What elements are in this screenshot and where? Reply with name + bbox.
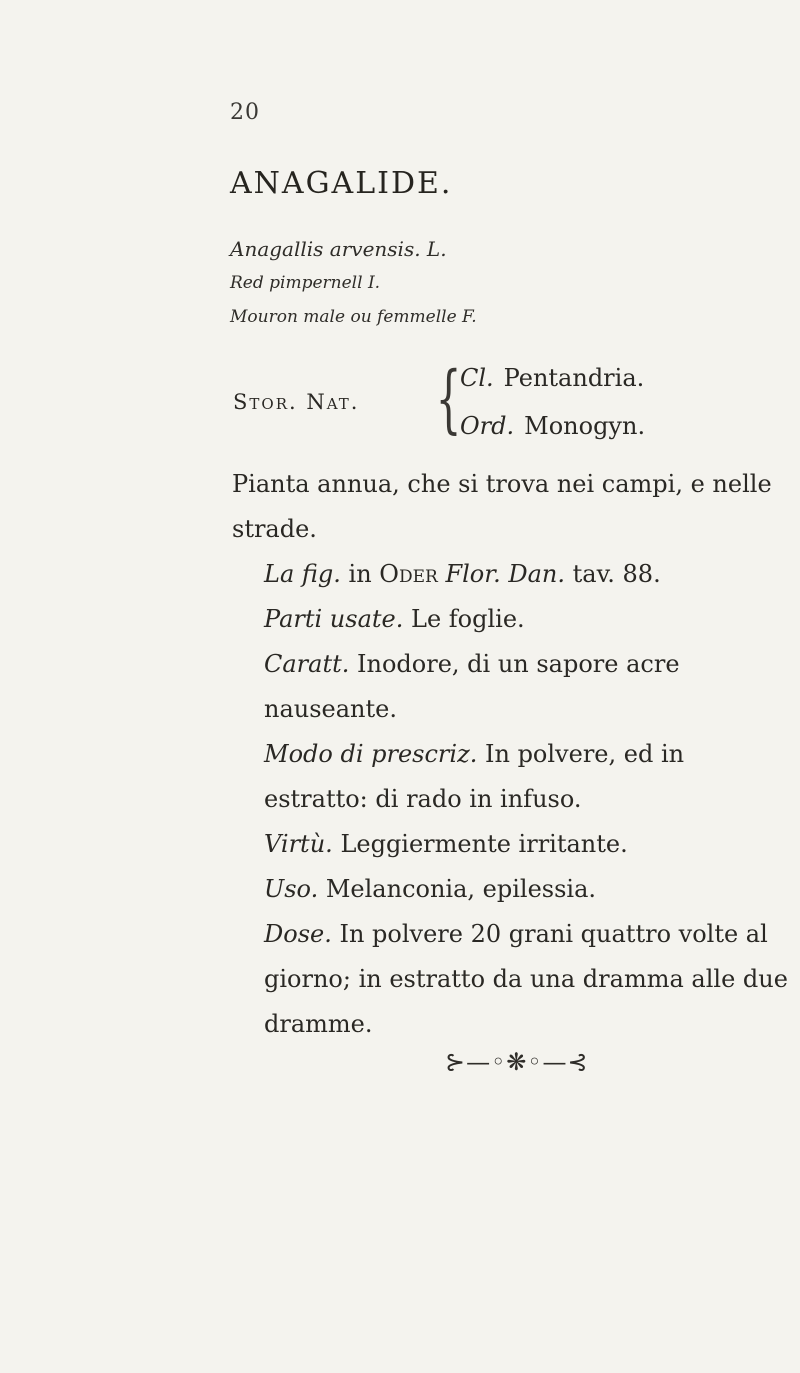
characters-text: Inodore, di un sapore acre nauseante. — [264, 650, 680, 723]
order-label: Ord. — [460, 412, 515, 440]
dose-paragraph — [232, 912, 792, 1047]
prescription-label: Modo di prescriz. — [264, 740, 478, 768]
natural-history-label: Stor. Nat. — [233, 390, 360, 414]
english-name: Red pimpernell I. — [230, 273, 381, 293]
figure-work: Flor. Dan. — [445, 560, 565, 588]
figure-author: Oder — [379, 560, 438, 588]
latin-name: Anagallis arvensis. L. — [230, 237, 447, 261]
figure-label: La fig. — [264, 560, 341, 588]
figure-reference: tav. 88. — [572, 560, 661, 588]
french-name: Mouron male ou femmelle F. — [230, 307, 477, 327]
virtue-text: Leggiermente irritante. — [340, 830, 628, 858]
description-paragraph: Pianta annua, che si trova nei campi, e nelle strade. — [232, 470, 772, 543]
class-label: Cl. — [460, 364, 494, 392]
entry-title: ANAGALIDE. — [230, 166, 453, 201]
parts-label: Parti usate. — [264, 605, 404, 633]
prescription-paragraph — [232, 732, 792, 822]
order-value: Monogyn. — [524, 412, 646, 440]
characters-paragraph — [232, 642, 792, 732]
class-value: Pentandria. — [503, 364, 645, 392]
virtue-label: Virtù. — [264, 830, 333, 858]
use-text: Melanconia, epilessia. — [325, 875, 597, 903]
figure-paragraph — [232, 552, 792, 597]
use-paragraph — [232, 867, 792, 912]
figure-in: in — [348, 560, 372, 588]
entry-body — [232, 462, 792, 1047]
page-number: 20 — [230, 100, 260, 125]
prescription-text: In polvere, ed in estratto: di rado in infuso. — [264, 740, 685, 813]
plant-names — [230, 232, 477, 334]
parts-text: Le foglie. — [411, 605, 525, 633]
dose-text: In polvere 20 grani quattro volte al giorno; in estratto da una dramma alle due dramme. — [264, 920, 788, 1038]
brace-icon: { — [435, 356, 462, 442]
use-label: Uso. — [264, 875, 319, 903]
characters-label: Caratt. — [264, 650, 350, 678]
parts-paragraph — [232, 597, 792, 642]
class-line — [460, 364, 644, 392]
virtue-paragraph — [232, 822, 792, 867]
dose-label: Dose. — [264, 920, 332, 948]
ornament-divider: ⊱—◦❋◦—⊰ — [445, 1048, 589, 1076]
order-line — [460, 412, 645, 440]
